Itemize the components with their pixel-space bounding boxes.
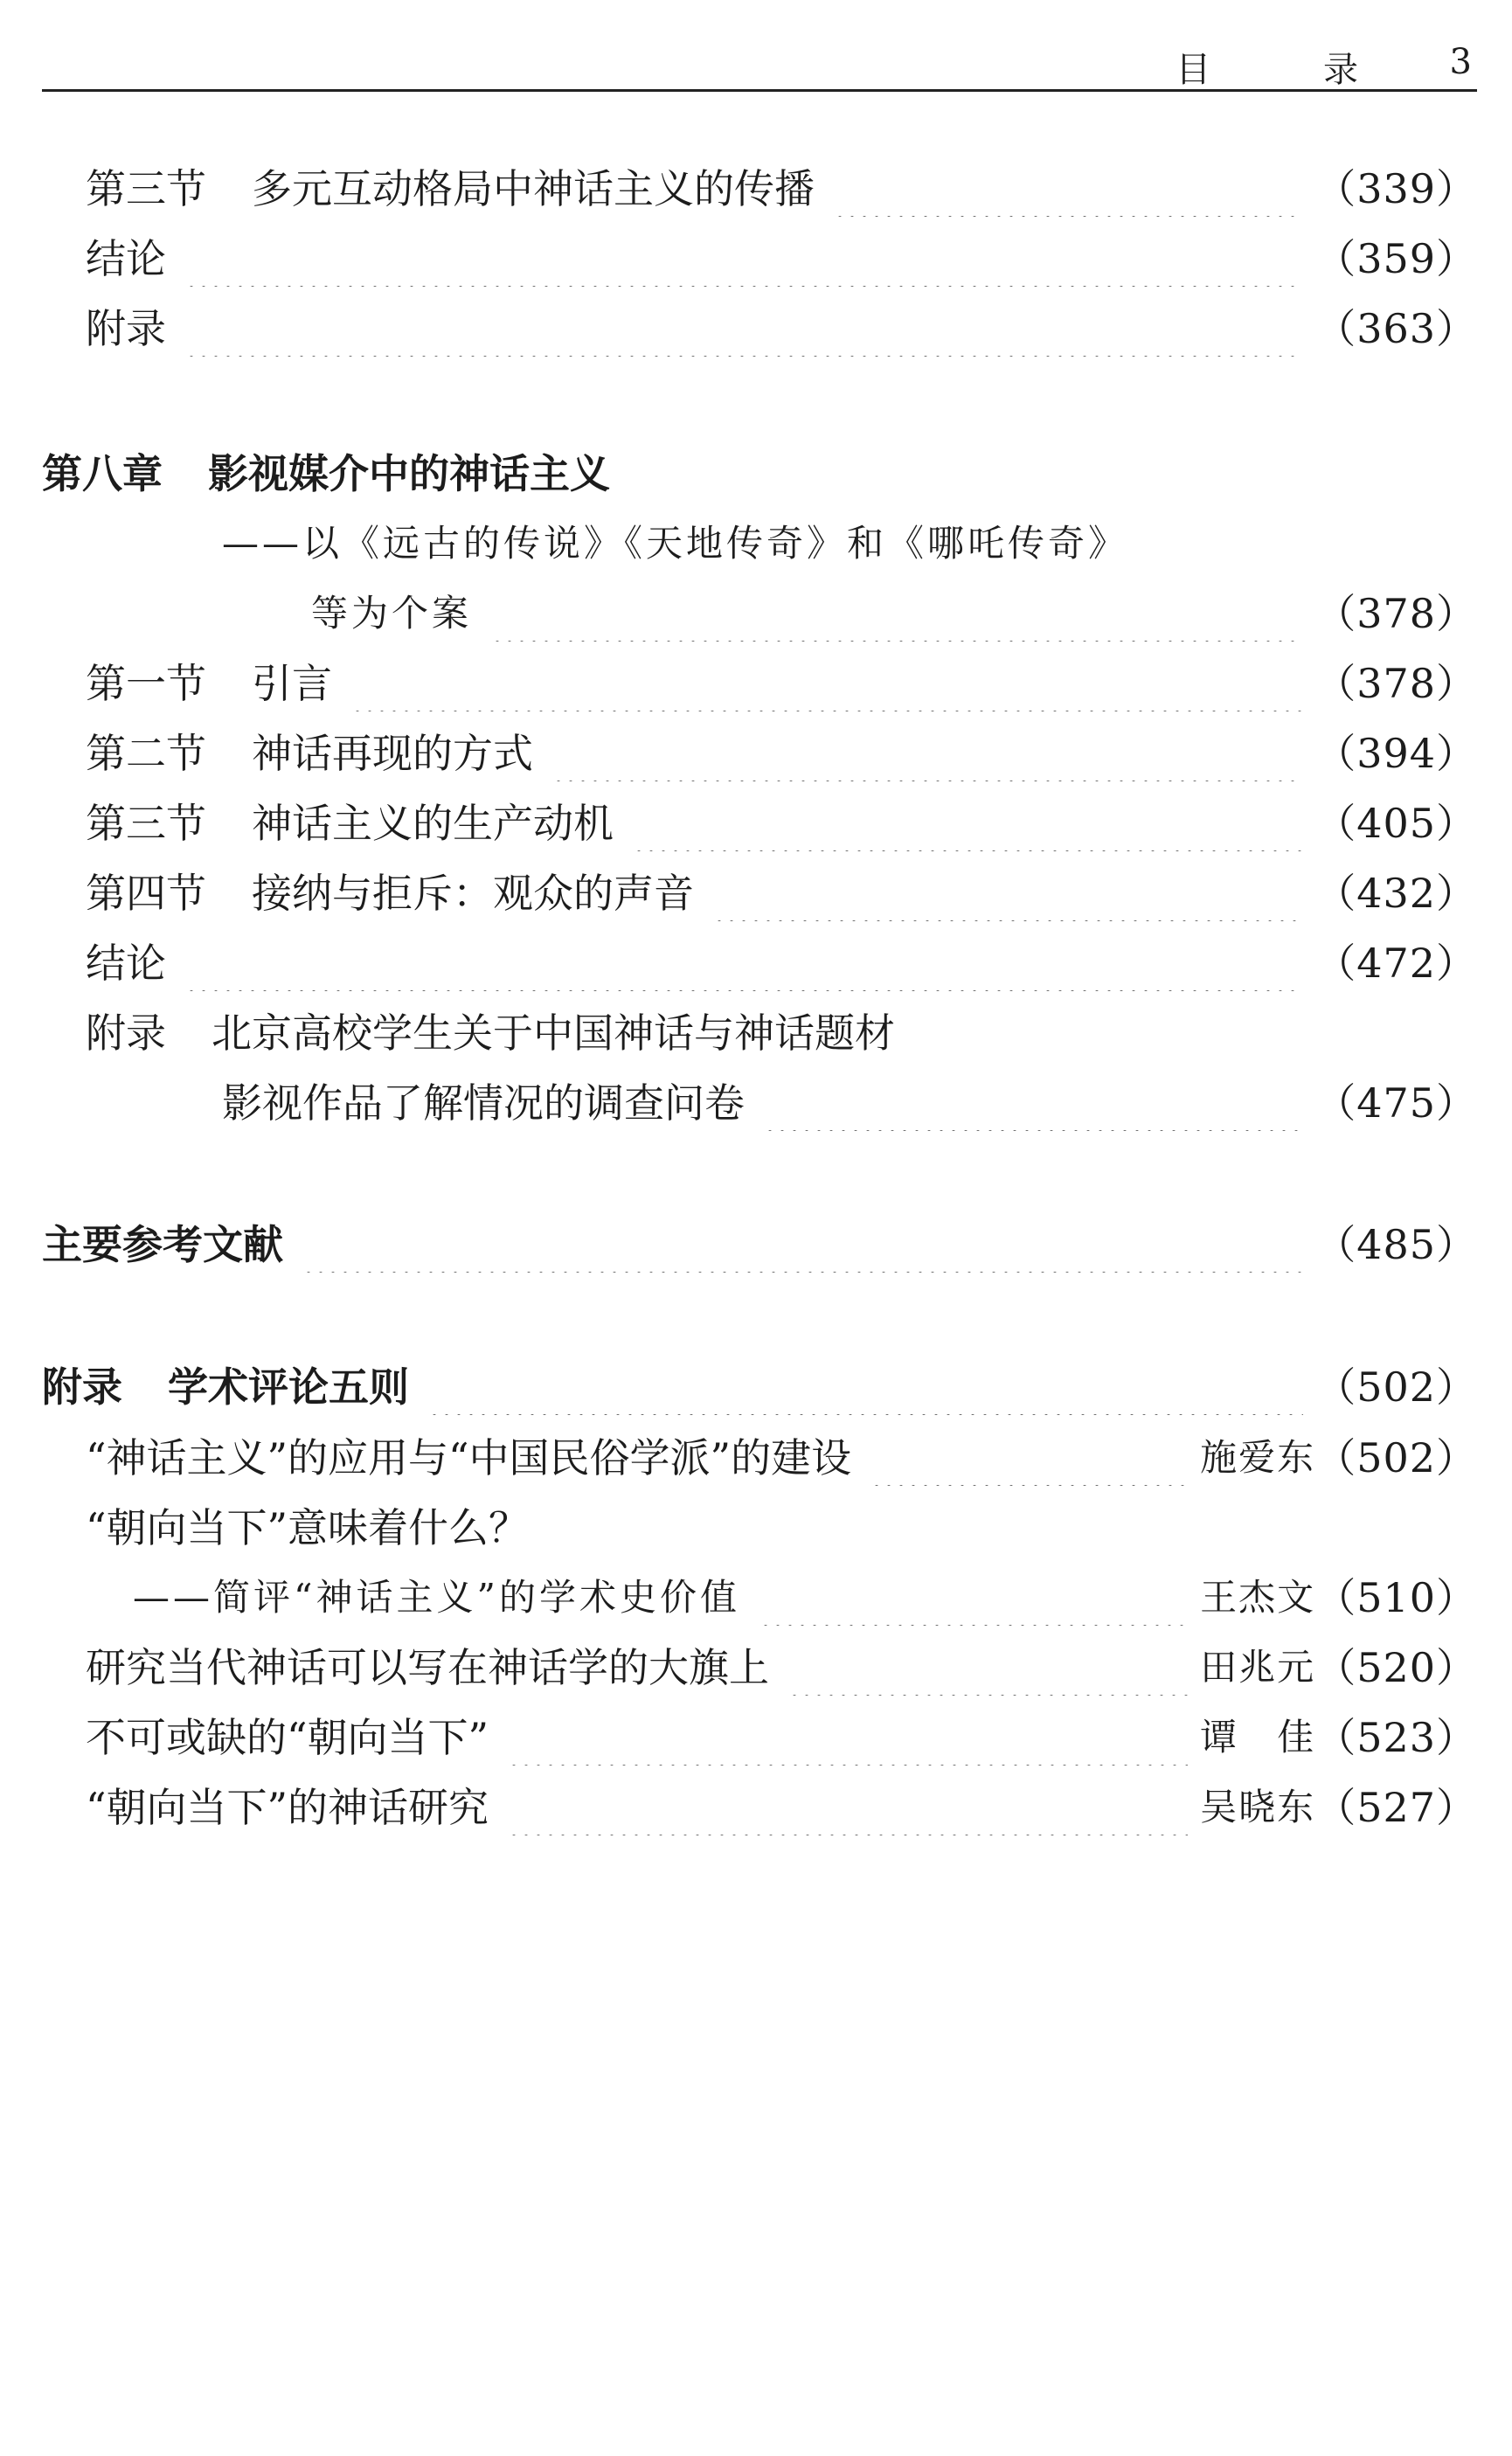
toc-entry[interactable]: [86, 301, 1477, 357]
toc-entry[interactable]: [86, 231, 1477, 287]
section-label: 附录: [86, 1009, 166, 1057]
review-title: 研究当代神话可以写在神话学的大旗上: [86, 1644, 769, 1691]
toc-entry[interactable]: [86, 865, 1477, 921]
review-subtitle: ——简评“神话主义”的学术史价值: [133, 1576, 740, 1619]
review-author: 田兆元: [1200, 1646, 1316, 1689]
leader-dots: [764, 1075, 1303, 1131]
review-entry[interactable]: [133, 1570, 1477, 1626]
review-entry[interactable]: [86, 1780, 1477, 1835]
leader-dots: [302, 1217, 1303, 1273]
toc-entry[interactable]: [222, 1075, 1477, 1131]
page-ref: （510）: [1315, 1574, 1477, 1621]
page-ref: （485）: [1315, 1221, 1477, 1268]
leader-dots: [185, 935, 1303, 991]
page-ref: （339）: [1315, 165, 1477, 212]
leader-dots: [788, 1640, 1188, 1696]
toc-entry[interactable]: [86, 161, 1477, 217]
review-author: 谭 佳: [1200, 1716, 1316, 1759]
section-label: 第四节: [86, 870, 206, 917]
page-ref: （363）: [1315, 305, 1477, 352]
appendix-label: 附录: [42, 1363, 122, 1411]
section-label: 结论: [86, 940, 166, 987]
toc-entry[interactable]: [311, 586, 1477, 642]
review-title: “朝向当下”的神话研究: [86, 1784, 489, 1831]
section-title: 多元互动格局中神话主义的传播: [252, 165, 815, 212]
leader-dots: [633, 795, 1303, 851]
page-ref: （432）: [1315, 870, 1477, 917]
review-author: 王杰文: [1200, 1576, 1316, 1619]
leader-dots: [870, 1430, 1188, 1486]
page-ref: （405）: [1315, 800, 1477, 847]
toc-entry[interactable]: [86, 656, 1477, 711]
section-title: 神话再现的方式: [252, 730, 533, 777]
leader-dots: [428, 1359, 1303, 1415]
section-title: 引言: [252, 660, 332, 707]
toc-entry[interactable]: [86, 725, 1477, 781]
review-author: 吴晓东: [1200, 1786, 1316, 1828]
leader-dots: [185, 231, 1303, 287]
review-title: 不可或缺的“朝向当下”: [86, 1714, 489, 1761]
section-title-cont: 影视作品了解情况的调查问卷: [222, 1079, 745, 1127]
chapter-title: 影视媒介中的神话主义: [208, 450, 610, 497]
section-label: 第三节: [86, 165, 206, 212]
page-ref: （523）: [1315, 1714, 1477, 1761]
page-ref: （520）: [1315, 1644, 1477, 1691]
chapter-heading[interactable]: [42, 446, 1477, 502]
review-author: 施爱东: [1200, 1436, 1316, 1479]
toc-entry[interactable]: [86, 795, 1477, 851]
section-label: 第一节: [86, 660, 206, 707]
review-entry[interactable]: [86, 1640, 1477, 1696]
leader-dots: [552, 725, 1303, 781]
running-header: [42, 35, 1477, 92]
section-label: 第三节: [86, 800, 206, 847]
toc-entry[interactable]: [86, 935, 1477, 991]
review-entry[interactable]: [86, 1430, 1477, 1486]
leader-dots: [491, 586, 1303, 642]
review-title: “朝向当下”意味着什么？: [86, 1504, 530, 1551]
page-ref: （378）: [1315, 590, 1477, 637]
leader-dots: [759, 1570, 1188, 1626]
toc-entry[interactable]: [42, 1217, 1477, 1273]
leader-dots: [508, 1710, 1188, 1766]
review-title: “神话主义”的应用与“中国民俗学派”的建设: [86, 1434, 852, 1481]
leader-dots: [713, 865, 1303, 921]
section-label: 附录: [86, 305, 166, 352]
chapter-subtitle-cont: 等为个案: [311, 592, 473, 635]
section-label: 结论: [86, 235, 166, 282]
section-title: 北京高校学生关于中国神话与神话题材: [212, 1009, 895, 1057]
chapter-subtitle: ——以《远古的传说》《天地传奇》和《哪吒传奇》: [222, 522, 1129, 565]
leader-dots: [351, 656, 1303, 711]
leader-dots: [834, 161, 1303, 217]
page-ref: （475）: [1315, 1079, 1477, 1127]
review-entry[interactable]: [86, 1710, 1477, 1766]
header-page-number: 3: [1449, 42, 1472, 82]
page-ref: （502）: [1315, 1363, 1477, 1411]
page-ref: （472）: [1315, 940, 1477, 987]
section-title: 神话主义的生产动机: [252, 800, 614, 847]
page-ref: （394）: [1315, 730, 1477, 777]
page-ref: （359）: [1315, 235, 1477, 282]
header-title: 目 录: [1176, 50, 1409, 90]
section-label: 第二节: [86, 730, 206, 777]
page-ref: （527）: [1315, 1784, 1477, 1831]
appendix-title: 学术评论五则: [168, 1363, 409, 1411]
references-title: 主要参考文献: [42, 1221, 283, 1268]
page-ref: （378）: [1315, 660, 1477, 707]
chapter-label: 第八章: [42, 450, 163, 497]
review-entry[interactable]: [86, 1500, 1477, 1556]
toc-entry[interactable]: [42, 1359, 1477, 1415]
page-ref: （502）: [1315, 1434, 1477, 1481]
section-title: 接纳与拒斥：观众的声音: [252, 870, 694, 917]
leader-dots: [185, 301, 1303, 357]
leader-dots: [508, 1780, 1188, 1835]
toc-entry[interactable]: [86, 1005, 1477, 1061]
